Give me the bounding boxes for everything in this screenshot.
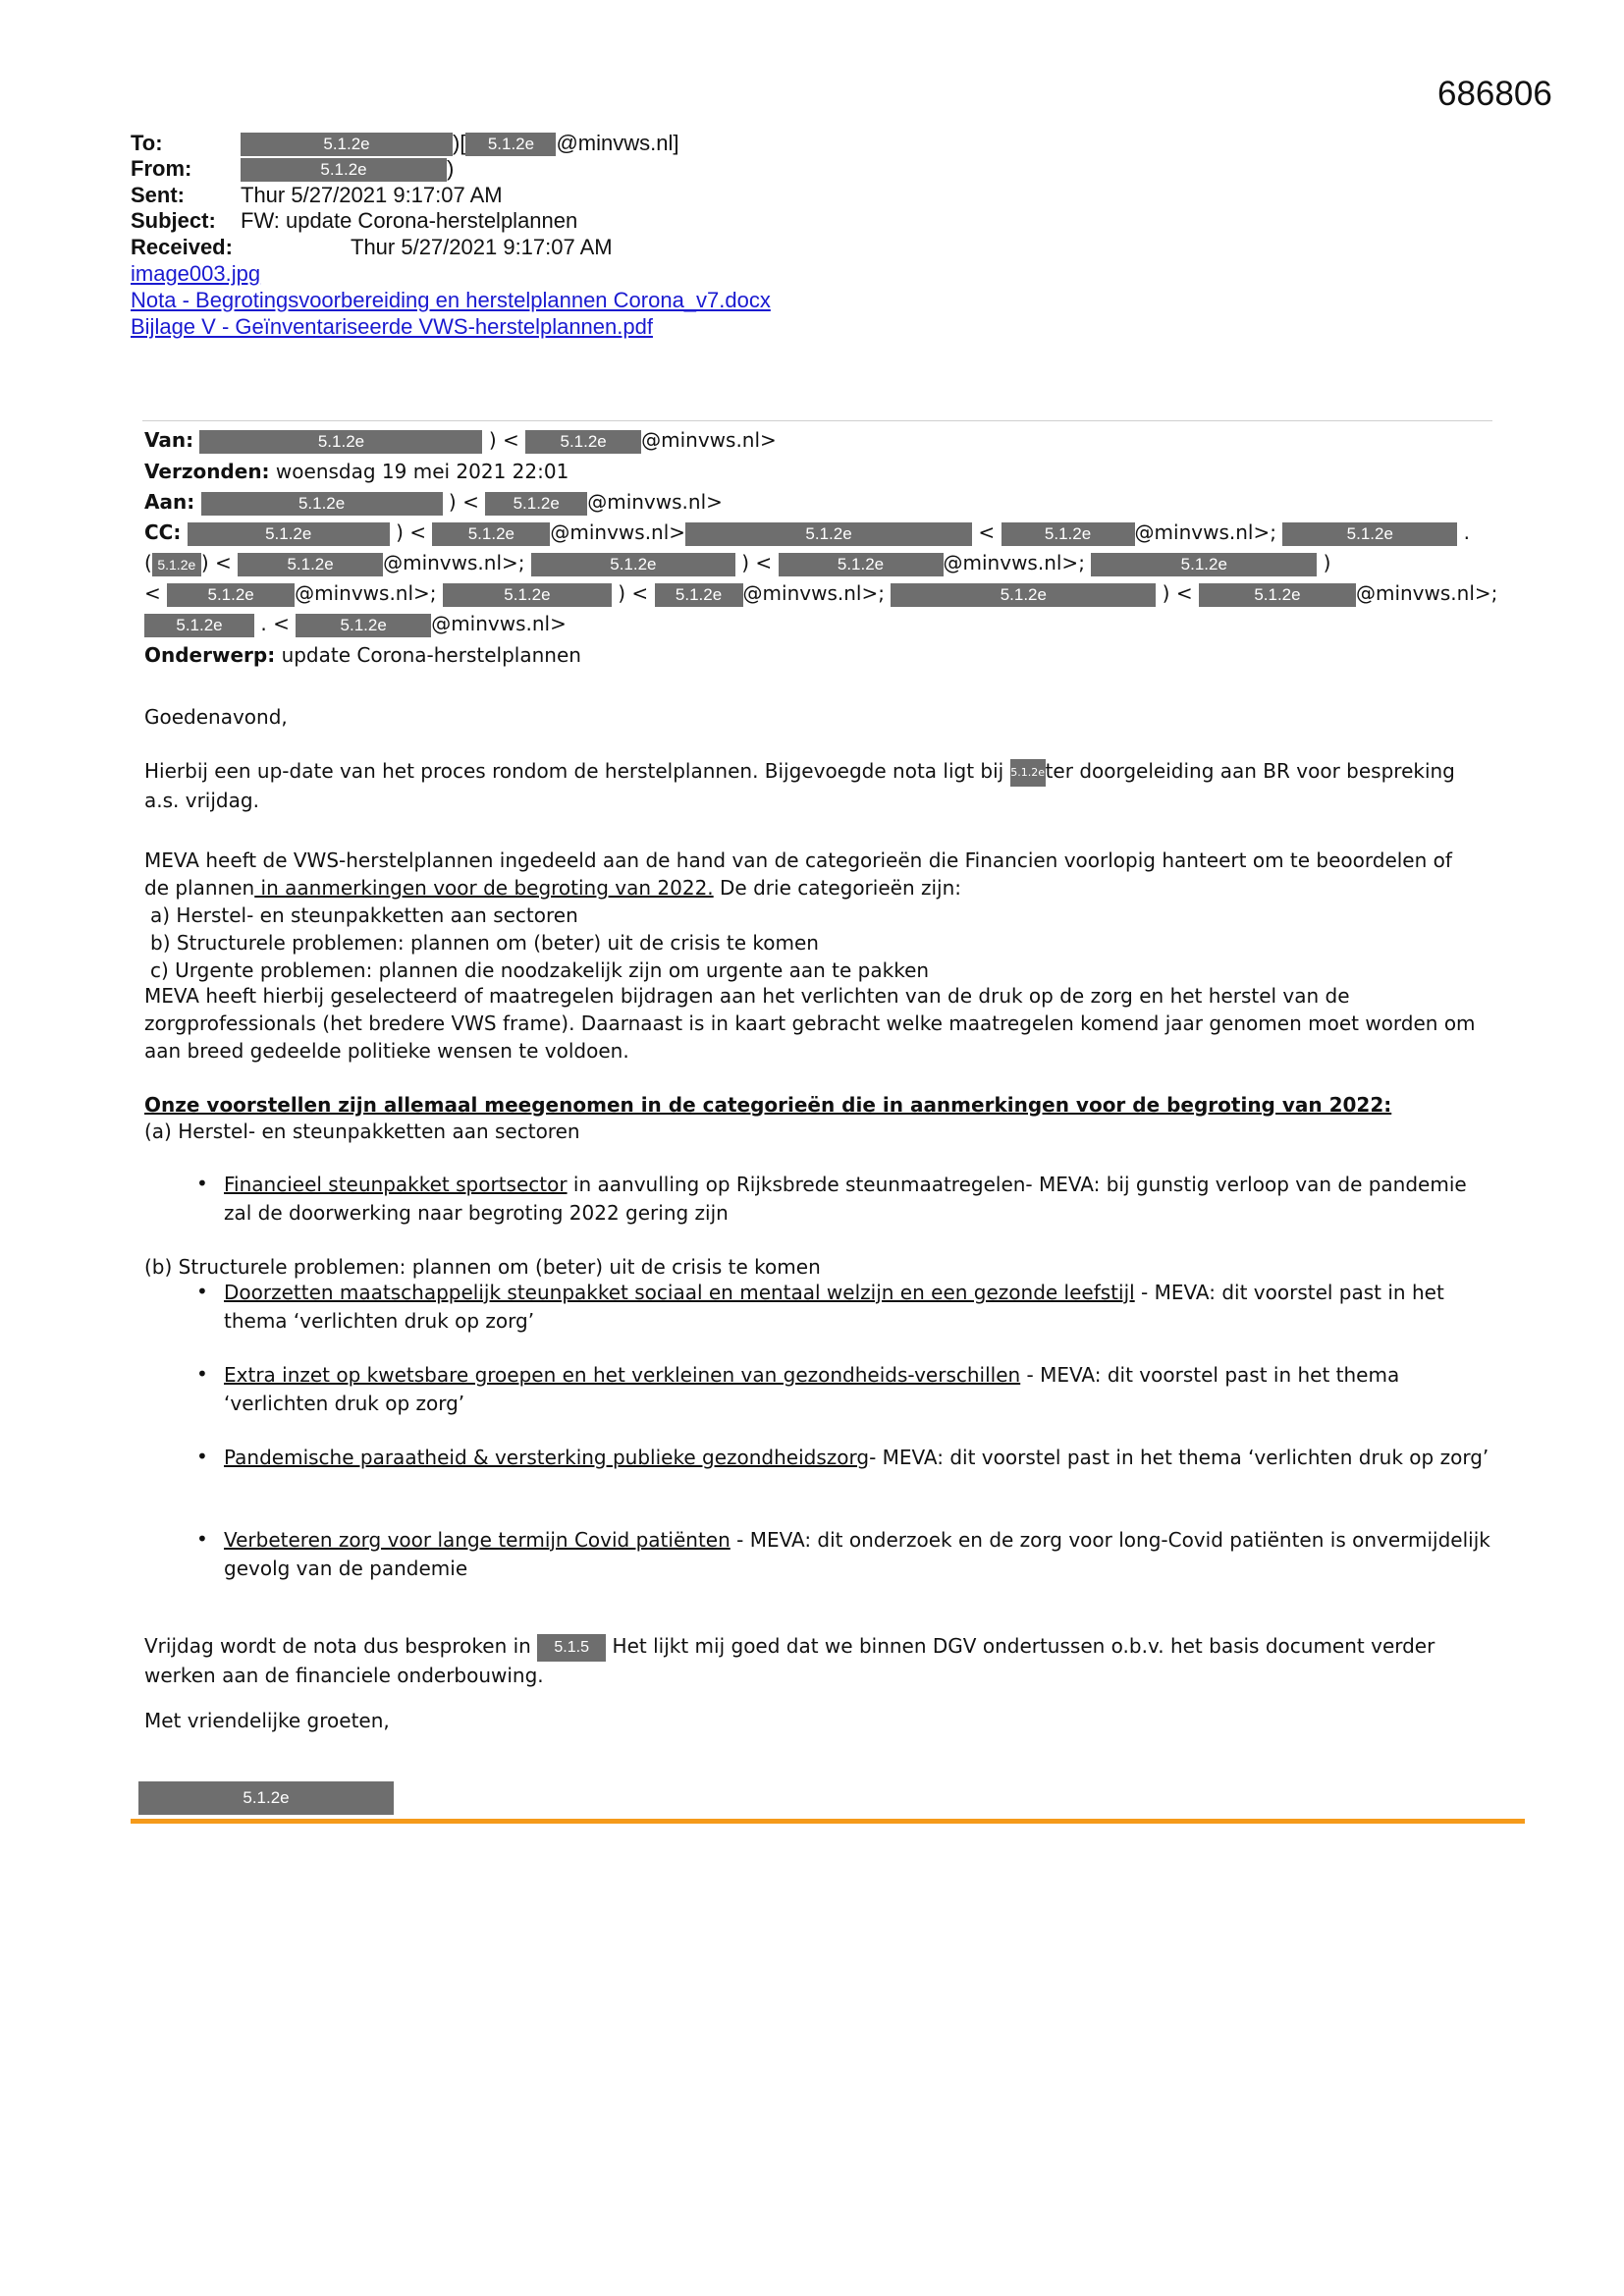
attachment-link[interactable]: Nota - Begrotingsvoorbereiding en herstelplannen Corona_v7.docx xyxy=(131,288,771,312)
document-number: 686806 xyxy=(1437,75,1552,113)
redaction: 5.1.2e xyxy=(485,492,587,516)
redaction: 5.1.2e xyxy=(1010,759,1046,787)
redaction: 5.1.2e xyxy=(685,522,972,546)
redaction: 5.1.2e xyxy=(432,522,550,546)
redaction: 5.1.2e xyxy=(525,430,641,454)
redaction: 5.1.2e xyxy=(1091,553,1317,576)
cc-label: CC: xyxy=(144,520,182,544)
redaction: 5.1.2e xyxy=(188,522,390,546)
redaction: 5.1.2e xyxy=(655,583,743,607)
cc-line-2: ( 5.1.2e ) < 5.1.2e @minvws.nl>; 5.1.2e ) < 5.1.2e @minvws.nl>; 5.1.2e ) xyxy=(144,551,1331,574)
domain: @minvws.nl>; xyxy=(383,551,525,574)
paragraph-1: Hierbij een up-date van het proces rondom de herstelplannen. Bijgevoegde nota ligt bij 5.1.2eter doorgeleiding aan BR voor bespreking a.s. vrijdag. xyxy=(144,759,1455,812)
to-label: To: xyxy=(131,131,163,155)
received-label: Received: xyxy=(131,235,233,259)
section-b: (b) Structurele problemen: plannen om (beter) uit de crisis te komen xyxy=(144,1255,821,1279)
footer-rule xyxy=(131,1819,1525,1824)
to-line: To: 5.1.2e )[ 5.1.2e @minvws.nl] xyxy=(131,131,679,155)
received-value: Thur 5/27/2021 9:17:07 AM xyxy=(351,235,613,259)
from-label: From: xyxy=(131,156,192,181)
bullet-item: Doorzetten maatschappelijk steunpakket sociaal en mentaal welzijn en een gezonde leefstijl - MEVA: dit voorstel past in het thema ‘verlichten druk op zorg’ xyxy=(224,1281,1444,1333)
bullet-marker: • xyxy=(196,1527,208,1551)
verzonden-line xyxy=(144,458,568,485)
bullet-item: Pandemische paraatheid & versterking publieke gezondheidszorg- MEVA: dit voorstel past in het thema ‘verlichten druk op zorg’ xyxy=(224,1446,1489,1469)
verzonden-value: woensdag 19 mei 2021 22:01 xyxy=(275,460,569,483)
sent-label: Sent: xyxy=(131,183,185,207)
category-c: c) Urgente problemen: plannen die noodzakelijk zijn om urgente aan te pakken xyxy=(150,958,930,982)
paragraph-3: MEVA heeft hierbij geselecteerd of maatregelen bijdragen aan het verlichten van de druk op de zorg en het herstel van de zorgprofessionals (het bredere VWS frame). Daarnaast is in kaart gebracht welke maatregelen komend jaar genomen moet worden om aan breed gedeelde politieke wensen te voldoen. xyxy=(144,984,1476,1063)
redaction: 5.1.2e xyxy=(201,492,443,516)
redaction: 5.1.2e xyxy=(1282,522,1457,546)
paragraph-2: MEVA heeft de VWS-herstelplannen ingedeeld aan de hand van de categorieën die Financien voorlopig hanteert om te beoordelen of de plannen in aanmerkingen voor de begroting van 2022. De drie categorieën zijn: xyxy=(144,848,1452,900)
domain: @minvws.nl> xyxy=(587,490,723,514)
redaction: 5.1.2e xyxy=(891,583,1156,607)
redaction: 5.1.2e xyxy=(465,133,556,156)
to-domain: @minvws.nl] xyxy=(556,131,679,155)
category-a: a) Herstel- en steunpakketten aan sectoren xyxy=(150,903,578,927)
bullet-item: Financieel steunpakket sportsector in aanvulling op Rijksbrede steunmaatregelen- MEVA: bij gunstig verloop van de pandemie zal de doorwerking naar begroting 2022 gering zijn xyxy=(224,1173,1467,1225)
domain: @minvws.nl>; xyxy=(1355,581,1498,605)
domain: @minvws.nl>; xyxy=(295,581,437,605)
onderwerp-line xyxy=(144,641,581,669)
redaction: 5.1.2e xyxy=(296,614,431,637)
sent-line xyxy=(131,183,503,208)
redaction: 5.1.2e xyxy=(199,430,482,454)
cc-line-4: 5.1.2e . < 5.1.2e @minvws.nl> xyxy=(144,610,567,637)
paragraph-4: Vrijdag wordt de nota dus besproken in 5.1.5 Het lijkt mij goed dat we binnen DGV ondertussen o.b.v. het basis document verder werken aan de financiele onderbouwing. xyxy=(144,1634,1435,1687)
redaction: 5.1.2e xyxy=(241,158,447,182)
bullet-item: Verbeteren zorg voor lange termijn Covid patiënten - MEVA: dit onderzoek en de zorg voor long-Covid patiënten is onvermijdelijk gevolg van de pandemie xyxy=(224,1528,1490,1580)
verzonden-label: Verzonden: xyxy=(144,460,270,483)
domain: @minvws.nl>; xyxy=(742,581,885,605)
bullet-item: Extra inzet op kwetsbare groepen en het verkleinen van gezondheids-verschillen - MEVA: dit voorstel past in het thema ‘verlichten druk op zorg’ xyxy=(224,1363,1400,1415)
attachment-link[interactable]: Bijlage V - Geïnventariseerde VWS-herstelplannen.pdf xyxy=(131,314,653,339)
redaction: 5.1.2e xyxy=(779,553,944,576)
bullet-marker: • xyxy=(196,1362,208,1386)
redaction: 5.1.2e xyxy=(531,553,735,576)
domain: @minvws.nl>; xyxy=(943,551,1085,574)
domain: @minvws.nl>; xyxy=(1134,520,1276,544)
section-heading: Onze voorstellen zijn allemaal meegenomen in de categorieën die in aanmerkingen voor de begroting van 2022: xyxy=(144,1093,1392,1117)
redaction: 5.1.2e xyxy=(144,614,254,637)
domain: @minvws.nl> xyxy=(550,520,686,544)
redaction: 5.1.5 xyxy=(537,1634,606,1662)
cc-line-1: CC: 5.1.2e ) < 5.1.2e @minvws.nl> 5.1.2e < 5.1.2e @minvws.nl>; 5.1.2e . xyxy=(144,520,1471,544)
closing: Met vriendelijke groeten, xyxy=(144,1709,390,1732)
aan-line: Aan: 5.1.2e ) < 5.1.2e @minvws.nl> xyxy=(144,490,723,514)
redaction: 5.1.2e xyxy=(138,1781,394,1815)
redaction: 5.1.2e xyxy=(152,553,201,576)
greeting: Goedenavond, xyxy=(144,705,288,729)
subject-label: Subject: xyxy=(131,208,216,233)
van-label: Van: xyxy=(144,428,194,452)
attachment-link[interactable]: image003.jpg xyxy=(131,261,261,286)
bullet-marker: • xyxy=(196,1445,208,1468)
domain: @minvws.nl> xyxy=(641,428,777,452)
cc-line-3: < 5.1.2e @minvws.nl>; 5.1.2e ) < 5.1.2e @minvws.nl>; 5.1.2e ) < 5.1.2e @minvws.nl>; xyxy=(144,581,1498,605)
separator xyxy=(142,420,1492,421)
bullet-marker: • xyxy=(196,1172,208,1195)
redaction: 5.1.2e xyxy=(238,553,383,576)
van-line: Van: 5.1.2e ) < 5.1.2e @minvws.nl> xyxy=(144,428,777,452)
redaction: 5.1.2e xyxy=(1199,583,1356,607)
section-a: (a) Herstel- en steunpakketten aan sectoren xyxy=(144,1120,580,1143)
domain: @minvws.nl> xyxy=(431,612,567,635)
subject-line xyxy=(131,208,577,234)
bullet-marker: • xyxy=(196,1280,208,1303)
category-b: b) Structurele problemen: plannen om (beter) uit de crisis te komen xyxy=(150,931,819,955)
redaction: 5.1.2e xyxy=(443,583,612,607)
sent-value: Thur 5/27/2021 9:17:07 AM xyxy=(241,183,503,207)
onderwerp-label: Onderwerp: xyxy=(144,643,276,667)
aan-label: Aan: xyxy=(144,490,195,514)
received-line xyxy=(131,235,613,260)
onderwerp-value: update Corona-herstelplannen xyxy=(281,643,581,667)
from-line: From: 5.1.2e ) xyxy=(131,156,455,181)
redaction: 5.1.2e xyxy=(167,583,295,607)
redaction: 5.1.2e xyxy=(241,133,453,156)
signature-redaction xyxy=(138,1781,394,1815)
subject-value: FW: update Corona-herstelplannen xyxy=(241,208,578,233)
redaction: 5.1.2e xyxy=(1001,522,1135,546)
